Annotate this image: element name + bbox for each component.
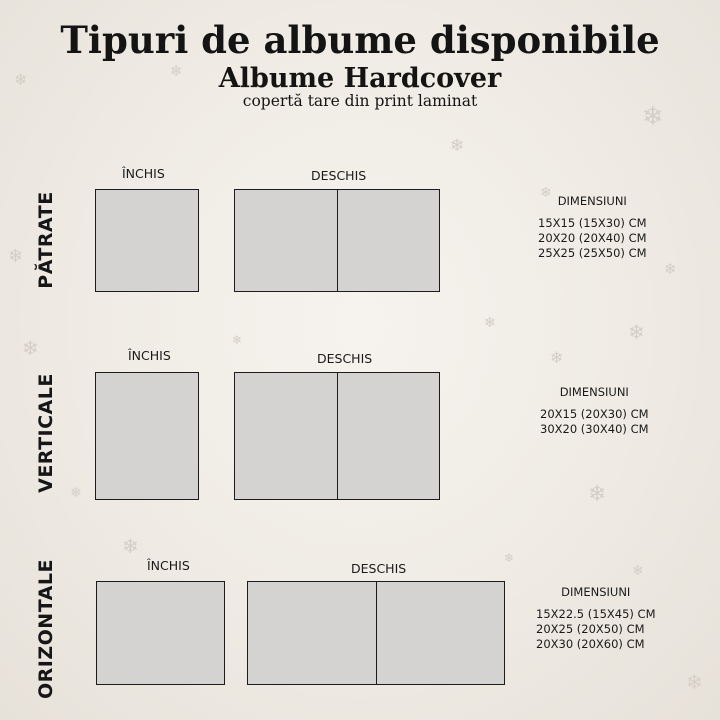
size-item: 20X30 (20X60) CM xyxy=(536,637,645,651)
section-label: VERTICALE xyxy=(35,373,57,493)
snowflake-icon: ❄ xyxy=(70,485,82,501)
snowflake-icon: ❄ xyxy=(170,62,183,80)
snowflake-icon: ❄ xyxy=(642,102,664,132)
snowflake-icon: ❄ xyxy=(14,70,28,89)
dimensions-heading: DIMENSIUNI xyxy=(559,385,629,399)
closed-album xyxy=(95,189,199,292)
snowflake-icon: ❄ xyxy=(588,482,607,507)
size-item: 20X20 (20X40) CM xyxy=(538,231,647,245)
snowflake-icon: ❄ xyxy=(8,246,24,267)
open-label: DESCHIS xyxy=(351,561,407,576)
album-page-left xyxy=(235,373,337,499)
snowflake-icon: ❄ xyxy=(450,136,465,156)
closed-album xyxy=(96,581,225,685)
album-page-right xyxy=(337,373,440,499)
size-item: 15X15 (15X30) CM xyxy=(538,216,647,230)
snowflake-icon: ❄ xyxy=(628,320,645,344)
snowflake-icon: ❄ xyxy=(22,336,39,360)
snowflake-icon: ❄ xyxy=(232,333,243,347)
dimensions-heading: DIMENSIUNI xyxy=(561,585,631,599)
section-label: PĂTRATE xyxy=(35,191,57,289)
page-tagline: copertă tare din print laminat xyxy=(242,92,478,110)
size-item: 15X22.5 (15X45) CM xyxy=(536,607,656,621)
snowflake-icon: ❄ xyxy=(686,670,703,694)
page-subtitle: Albume Hardcover xyxy=(218,63,502,94)
size-item: 30X20 (30X40) CM xyxy=(540,422,649,436)
album-page-left xyxy=(248,582,376,684)
closed-label: ÎNCHIS xyxy=(122,166,165,181)
snowflake-icon: ❄ xyxy=(540,185,552,201)
size-item: 20X15 (20X30) CM xyxy=(540,407,649,421)
snowflake-icon: ❄ xyxy=(632,563,644,579)
dimensions-block xyxy=(536,585,656,652)
snowflake-icon: ❄ xyxy=(550,348,564,367)
album-page-left xyxy=(235,190,337,291)
size-item: 25X25 (25X50) CM xyxy=(538,246,647,260)
dimensions-block xyxy=(538,194,647,261)
page-title: Tipuri de albume disponibile xyxy=(60,18,660,62)
size-item: 20X25 (20X50) CM xyxy=(536,622,645,636)
dimensions-heading: DIMENSIUNI xyxy=(557,194,627,208)
snowflake-icon: ❄ xyxy=(664,260,677,278)
snowflake-icon: ❄ xyxy=(484,315,496,331)
snowflake-icon: ❄ xyxy=(122,534,139,558)
album-page-right xyxy=(337,190,440,291)
open-album xyxy=(234,372,440,500)
dimensions-block xyxy=(540,385,649,437)
open-label: DESCHIS xyxy=(311,168,367,183)
closed-label: ÎNCHIS xyxy=(147,558,190,573)
section-label: ORIZONTALE xyxy=(35,559,57,699)
album-page-right xyxy=(376,582,505,684)
open-label: DESCHIS xyxy=(317,351,373,366)
open-album xyxy=(234,189,440,292)
open-album xyxy=(247,581,505,685)
closed-album xyxy=(95,372,199,500)
snowflake-icon: ❄ xyxy=(504,551,515,565)
closed-label: ÎNCHIS xyxy=(128,348,171,363)
